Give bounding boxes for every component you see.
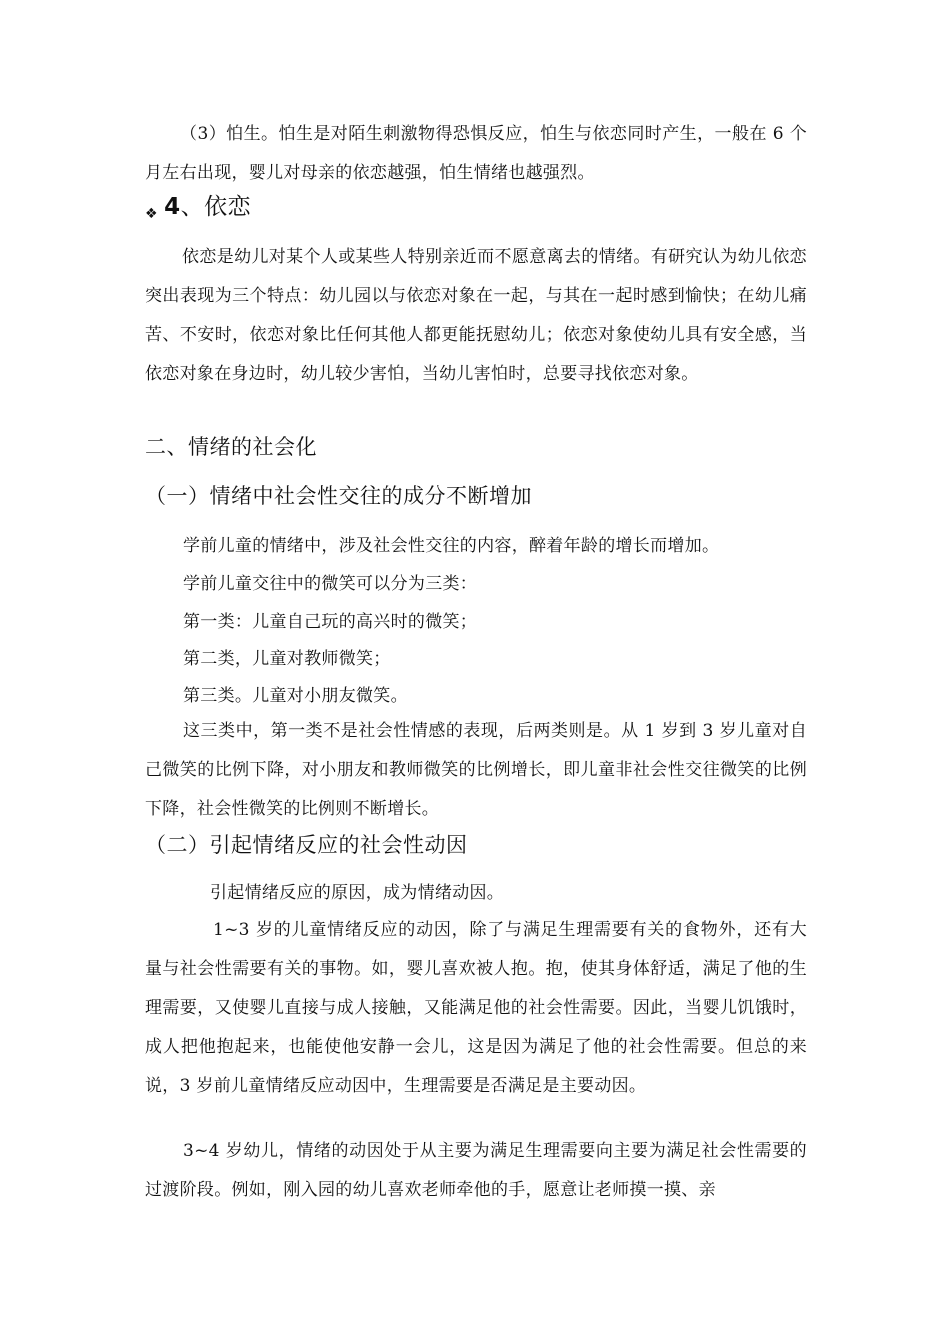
paragraph-social-content: 学前儿童的情绪中，涉及社会性交往的内容，醉着年龄的增长而增加。 [183, 536, 720, 556]
paragraph-fear-of-strangers: （3）怕生。怕生是对陌生刺激物得恐惧反应，怕生与依恋同时产生，一般在 6 个月左右出现，婴儿对母亲的依恋越强，怕生情绪也越强烈。 [145, 124, 807, 183]
paragraph-attachment: 依恋是幼儿对某个人或某些人特别亲近而不愿意离去的情绪。有研究认为幼儿依恋突出表现为三个特点：幼儿园以与依恋对象在一起，与其在一起时感到愉快；在幼儿痛苦、不安时，依恋对象比任何其他人都更能抚慰幼儿；依恋对象使幼儿具有安全感，当依恋对象在身边时，幼儿较少害怕，当幼儿害怕时，总要寻找依恋对象。 [145, 247, 807, 384]
paragraph-smile-ratio: 这三类中，第一类不是社会性情感的表现，后两类则是。从 1 岁到 3 岁儿童对自己微笑的比例下降，对小朋友和教师微笑的比例增长，即儿童非社会性交往微笑的比例下降，社会性微笑的比例则不断增长。 [145, 721, 807, 819]
subsection-heading-social-interaction: （一）情绪中社会性交往的成分不断增加 [145, 484, 532, 508]
heading-text: 、依恋 [180, 194, 252, 220]
heading-number: 4 [164, 194, 181, 220]
paragraph-emotion-motive-definition: 引起情绪反应的原因，成为情绪动因。 [210, 883, 505, 903]
list-item-smile-type-2: 第二类，儿童对教师微笑； [183, 649, 391, 669]
diamond-bullet-icon: ❖ [145, 206, 159, 222]
list-item-smile-type-1: 第一类：儿童自己玩的高兴时的微笑； [183, 612, 478, 632]
list-item-smile-type-3: 第三类。儿童对小朋友微笑。 [183, 686, 408, 706]
paragraph-smile-types: 学前儿童交往中的微笑可以分为三类： [183, 574, 478, 594]
paragraph-age-1-3-motives: 1~3 岁的儿童情绪反应的动因，除了与满足生理需要有关的食物外，还有大量与社会性需要有关的事物。如，婴儿喜欢被人抱。抱，使其身体舒适，满足了他的生理需要，又使婴儿直接与成人接触，又能满足他的社会性需要。因此，当婴儿饥饿时，成人把他抱起来，也能使他安静一会儿，这是因为满足了他的社会性需要。但总的来说，3 岁前儿童情绪反应动因中，生理需要是否满足是主要动因。 [145, 920, 807, 1096]
subsection-heading-social-motives: （二）引起情绪反应的社会性动因 [145, 833, 468, 857]
section-heading-socialization: 二、情绪的社会化 [145, 435, 317, 459]
paragraph-age-3-4-motives: 3~4 岁幼儿，情绪的动因处于从主要为满足生理需要向主要为满足社会性需要的过渡阶段。例如，刚入园的幼儿喜欢老师牵他的手，愿意让老师摸一摸、亲 [145, 1141, 807, 1200]
section-heading-attachment [145, 192, 251, 229]
